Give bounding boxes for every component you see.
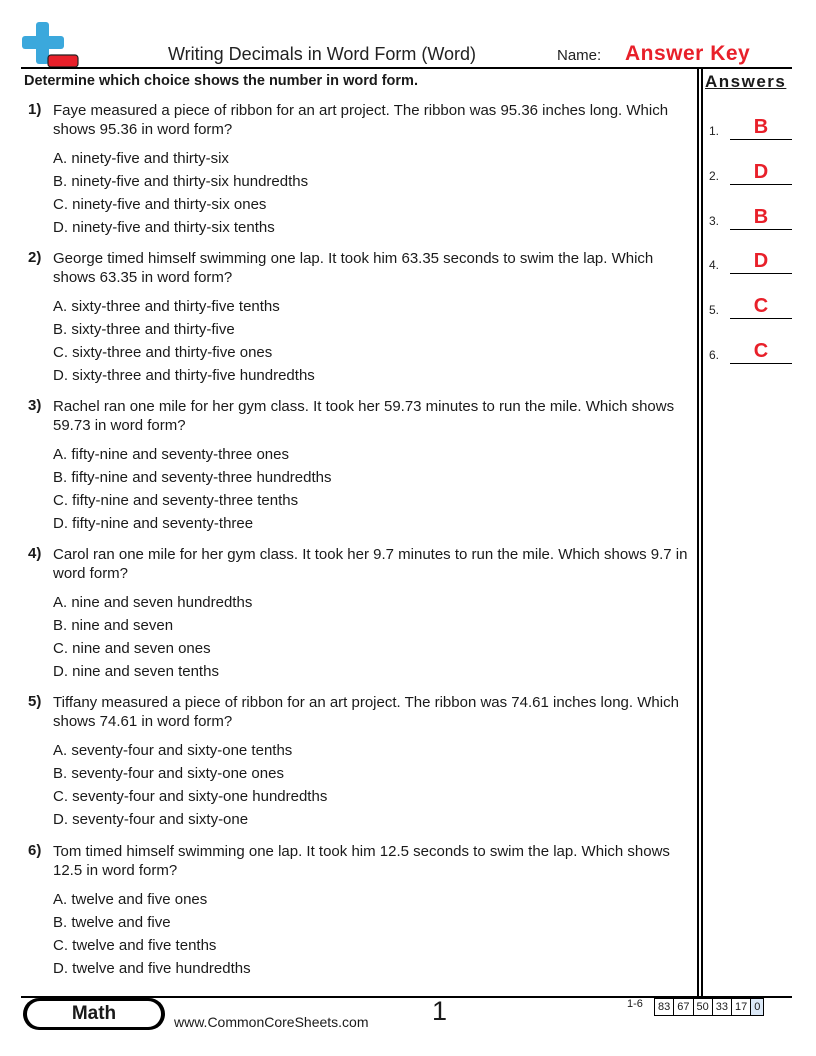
option-c: C. seventy-four and sixty-one hundredths [53,788,328,805]
option-b: B. seventy-four and sixty-one ones [53,765,284,782]
answer-value: C [753,340,769,362]
option-d: D. ninety-five and thirty-six tenths [53,219,275,236]
answer-number: 5. [709,303,720,317]
option-c: C. twelve and five tenths [53,937,217,954]
answer-number: 2. [709,169,720,183]
question-2 [24,249,696,387]
option-d: D. nine and seven tenths [53,663,219,680]
logo-icon [22,22,80,68]
score-range: 1-6 [627,998,643,1010]
option-b: B. nine and seven [53,617,174,634]
question-5 [24,693,696,831]
question-text: Tom timed himself swimming one lap. It took him 12.5 seconds to swim the lap. Which shows 12.5 in word form? [53,843,670,879]
question-number: 4) [28,545,42,562]
answer-value: B [753,206,769,228]
question-3 [24,397,696,535]
question-text: Faye measured a piece of ribbon for an art project. The ribbon was 95.36 inches long. Which shows 95.36 in word form? [53,102,669,138]
question-number: 2) [28,249,42,266]
subject-badge [23,998,165,1030]
score-cell: 0 [750,998,764,1016]
question-4 [24,545,696,683]
option-c: C. ninety-five and thirty-six ones [53,196,267,213]
answer-options [53,739,696,831]
answer-row [709,336,793,364]
header-divider [21,67,792,69]
worksheet-title: Writing Decimals in Word Form (Word) [168,44,477,64]
answer-options [53,591,696,683]
subject-label: Math [27,1001,161,1027]
score-cell: 83 [654,998,674,1016]
option-a: A. sixty-three and thirty-five tenths [53,298,280,315]
score-cell: 50 [693,998,713,1016]
answer-options [53,295,696,387]
question-number: 6) [28,842,42,859]
option-a: A. seventy-four and sixty-one tenths [53,742,293,759]
question-number: 1) [28,101,42,118]
option-d: D. seventy-four and sixty-one [53,811,249,828]
column-divider [697,67,699,997]
question-text: George timed himself swimming one lap. It took him 63.35 seconds to swim the lap. Which shows 63.35 in word form? [53,250,654,286]
website-link[interactable]: www.CommonCoreSheets.com [174,1014,369,1030]
answers-title: Answers [705,72,787,91]
option-c: C. fifty-nine and seventy-three tenths [53,492,299,509]
answer-value: C [753,295,769,317]
option-d: D. sixty-three and thirty-five hundredths [53,367,315,384]
answer-value: B [753,116,769,138]
answer-line [730,363,792,364]
question-6 [24,842,696,980]
question-text: Rachel ran one mile for her gym class. It took her 59.73 minutes to run the mile. Which shows 59.73 in word form? [53,398,675,434]
column-divider-inner [701,67,703,997]
answer-line [730,273,792,274]
answer-options [53,888,696,980]
answer-line [730,318,792,319]
option-a: A. twelve and five ones [53,891,208,908]
answer-line [730,229,792,230]
answer-number: 4. [709,258,720,272]
answer-number: 3. [709,214,720,228]
name-label: Name: [557,47,602,64]
question-text: Carol ran one mile for her gym class. It took her 9.7 minutes to run the mile. Which shows 9.7 in word form? [53,546,688,582]
answer-row [709,202,793,230]
score-cell: 33 [712,998,732,1016]
question-number: 5) [28,693,42,710]
instructions: Determine which choice shows the number in word form. [24,73,418,89]
option-a: A. ninety-five and thirty-six [53,150,229,167]
answer-line [730,139,792,140]
option-a: A. fifty-nine and seventy-three ones [53,446,289,463]
option-a: A. nine and seven hundredths [53,594,253,611]
answer-key-label: Answer Key [625,42,751,65]
question-1 [24,101,696,239]
answer-row [709,112,793,140]
answer-line [730,184,792,185]
answer-value: D [753,161,769,183]
option-b: B. twelve and five [53,914,171,931]
option-b: B. fifty-nine and seventy-three hundredths [53,469,332,486]
answer-row [709,246,793,274]
question-text: Tiffany measured a piece of ribbon for an art project. The ribbon was 74.61 inches long. Which shows 74.61 in word form? [53,694,679,730]
option-b: B. sixty-three and thirty-five [53,321,235,338]
answer-number: 1. [709,124,720,138]
score-table [655,998,764,1016]
answer-row [709,291,793,319]
answer-options [53,443,696,535]
score-cell: 67 [673,998,693,1016]
answer-options [53,147,696,239]
option-d: D. fifty-nine and seventy-three [53,515,254,532]
answer-value: D [753,250,769,272]
option-c: C. sixty-three and thirty-five ones [53,344,273,361]
score-cell: 17 [731,998,751,1016]
option-c: C. nine and seven ones [53,640,211,657]
option-b: B. ninety-five and thirty-six hundredths [53,173,309,190]
page-number: 1 [432,996,448,1026]
option-d: D. twelve and five hundredths [53,960,251,977]
answer-number: 6. [709,348,720,362]
question-number: 3) [28,397,42,414]
answer-row [709,157,793,185]
